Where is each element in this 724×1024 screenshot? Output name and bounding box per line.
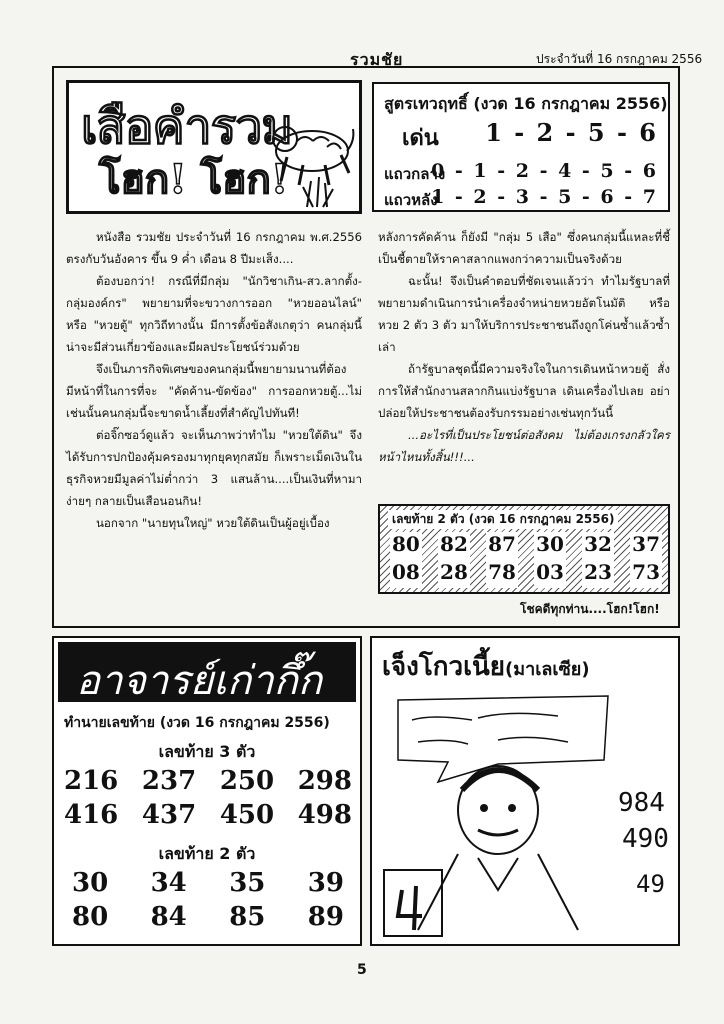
article-left-column: [66, 226, 362, 534]
page-number: 5: [357, 962, 367, 978]
tiger-title: เสือคำรวม: [81, 99, 292, 155]
formula-title: สูตรเทวฤทธิ์ (งวด 16 กรกฎาคม 2556): [384, 94, 668, 113]
lotto-number: 08: [390, 560, 422, 588]
prediction-number: 450: [219, 800, 275, 830]
two-digit-label: เลขท้าย 2 ตัว: [158, 844, 256, 863]
jeng-kow-nia-title-sub: (มาเลเซีย): [505, 659, 590, 680]
article-paragraph: หลังการคัดค้าน ก็ยังมี "กลุ่ม 5 เสือ" ซึ่งคนกลุ่มนี้แหละที่ชี้เป็นชี้ตายให้ราคาสลากแพงกว่าความเป็นจริงด้วย: [378, 230, 670, 266]
prediction-number: 237: [141, 766, 197, 796]
jeng-kow-nia-title-main: เจ็งโกวเนี้ย: [382, 652, 506, 682]
prediction-number: 216: [64, 766, 119, 796]
article-paragraph: หนังสือ รวมชัย ประจำวันที่ 16 กรกฎาคม พ.ศ.2556 ตรงกับวันอังคาร ขึ้น 9 ค่ำ เดือน 8 ปีมะเส็ง....: [66, 230, 362, 266]
article-paragraph: ...อะไรที่เป็นประโยชน์ต่อสังคม ไม่ต้องเกรงกลัวใครหน้าไหนทั้งสิ้น!!!...: [378, 428, 670, 464]
article-paragraph: ฉะนั้น! จึงเป็นคำตอบที่ชัดเจนแล้วว่า ทำไมรัฐบาลที่พยายามดำเนินการนำเครื่องจำหน่ายหวยอัตโนมัติ หรือ หวย 2 ตัว 3 ตัว มาให้บริการประชาชนถึงถูกโค่นซ้ำแล้วซ้ำเล่า: [378, 274, 670, 354]
prediction-number: 80: [72, 902, 109, 932]
formula-label: แถวหลัง: [384, 191, 438, 209]
side-number: 49: [636, 870, 665, 898]
three-digit-label: เลขท้าย 3 ตัว: [158, 742, 256, 761]
prediction-number: 89: [307, 902, 344, 932]
formula-row-back: [374, 182, 668, 218]
formula-row-main: [374, 116, 668, 152]
lotto-number: 82: [438, 532, 470, 560]
article-paragraph: ถ้ารัฐบาลชุดนี้มีความจริงใจในการเดินหน้าหวยตู้ สั่งการให้สำนักงานสลากกินแบ่งรัฐบาล เดินเครื่องไปเลย อย่าปล่อยให้ประชาชนต้องรับกรรมอย่างเช่นทุกวันนี้: [378, 362, 670, 420]
lotto-number: 32: [582, 532, 614, 560]
lotto-number: 78: [486, 560, 518, 588]
lotto-number: 37: [630, 532, 662, 560]
prediction-number: 84: [150, 902, 187, 932]
lotto-number: 03: [534, 560, 566, 588]
lotto-number: 23: [582, 560, 614, 588]
two-digit-lotto-box: [378, 504, 670, 594]
formula-value: 1 - 2 - 3 - 5 - 6 - 7: [431, 186, 658, 208]
prediction-heading: ทำนายเลขท้าย (งวด 16 กรกฎาคม 2556): [64, 715, 330, 731]
prediction-number: 416: [64, 800, 119, 830]
prediction-number: 85: [229, 902, 266, 932]
two-digit-row: [64, 868, 352, 898]
lotto-row: [390, 532, 662, 560]
article-paragraph: จึงเป็นภารกิจพิเศษของคนกลุ่มนี้พยายามนานที่ต้องมีหน้าที่ในการที่จะ "คัดค้าน-ขัดข้อง" การออกหวยตู้...ไม่เช่นนั้นคนกลุ่มนี้จะขาดน้ำเลี้ยงที่สำคัญไปทันที!: [66, 362, 362, 420]
lotto-number: 30: [534, 532, 566, 560]
formula-value: 0 - 1 - 2 - 4 - 5 - 6: [431, 160, 658, 182]
prediction-number: 30: [72, 868, 109, 898]
article-paragraph: ต้องบอกว่า! กรณีที่มีกลุ่ม "นักวิชาเกิน-สว.ลากตั้ง-กลุ่มองค์กร" พยายามที่จะขวางการออก "หวยออนไลน์" หรือ "หวยตู้" ทุกวิถีทางนั้น มีการตั้งข้อสังเกตุว่า คนกลุ่มนี้น่าจะมีส่วนเกี่ยวข้องและมีผลประโยชน์ร่วมด้วย: [66, 274, 362, 354]
three-digit-row: [64, 800, 352, 830]
formula-label: เด่น: [402, 126, 439, 151]
prediction-number: 437: [141, 800, 197, 830]
lotto-number: 28: [438, 560, 470, 588]
article-paragraph: นอกจาก "นายทุนใหญ่" หวยใต้ดินเป็นผู้อยู่เบื้อง: [96, 516, 330, 530]
formula-value: 1 - 2 - 5 - 6: [485, 118, 658, 147]
issue-date: ประจำวันที่ 16 กรกฎาคม 2556: [536, 52, 703, 66]
lotto-number: 87: [486, 532, 518, 560]
lotto-number-grid: [390, 532, 662, 588]
side-number: 490: [622, 824, 669, 854]
article-paragraph: ต่อจิ๊กซอว์ดูแล้ว จะเห็นภาพว่าทำไม "หวยใต้ดิน" จึงได้รับการปกป้องคุ้มครองมาทุกยุคทุกสมัย ก็เพราะเม็ดเงินในธุรกิจหวยมีมูลค่าไม่ต่ำกว่า 3 แสนล้าน....เป็นเงินที่หามาง่ายๆ กลายเป็นเสือนอนกิน!: [66, 428, 362, 508]
prediction-number: 298: [297, 766, 352, 796]
jeng-kow-nia-box: [370, 636, 680, 946]
cartoon-man-illustration-icon: [378, 690, 618, 942]
lotto-row: [390, 560, 662, 588]
formula-box: [372, 82, 670, 212]
prediction-number: 250: [219, 766, 275, 796]
lotto-number: 73: [630, 560, 662, 588]
jeng-kow-nia-title: [382, 646, 590, 687]
tiger-subtitle: โฮก! โฮก!: [99, 156, 289, 203]
article-right-column: [378, 226, 670, 468]
teacher-prediction-box: [52, 636, 362, 946]
teacher-banner: [58, 642, 356, 702]
three-digit-row: [64, 766, 352, 796]
prediction-number: 35: [229, 868, 266, 898]
tiger-illustration-icon: [267, 111, 357, 209]
tiger-title-box: [66, 80, 362, 214]
side-number: 984: [618, 788, 665, 818]
newspaper-logo: รวมชัย: [350, 50, 404, 69]
teacher-banner-title: อาจารย์เก่ากึ๊ก: [76, 658, 323, 704]
lucky-message: โชคดีทุกท่าน....โฮก!โฮก!: [520, 602, 660, 616]
lotto-box-title: เลขท้าย 2 ตัว (งวด 16 กรกฎาคม 2556): [388, 510, 618, 529]
prediction-number: 39: [307, 868, 344, 898]
prediction-number: 34: [150, 868, 187, 898]
lotto-number: 80: [390, 532, 422, 560]
formula-label: แถวกลาง: [384, 165, 446, 183]
two-digit-row: [64, 902, 352, 932]
prediction-number: 498: [297, 800, 352, 830]
